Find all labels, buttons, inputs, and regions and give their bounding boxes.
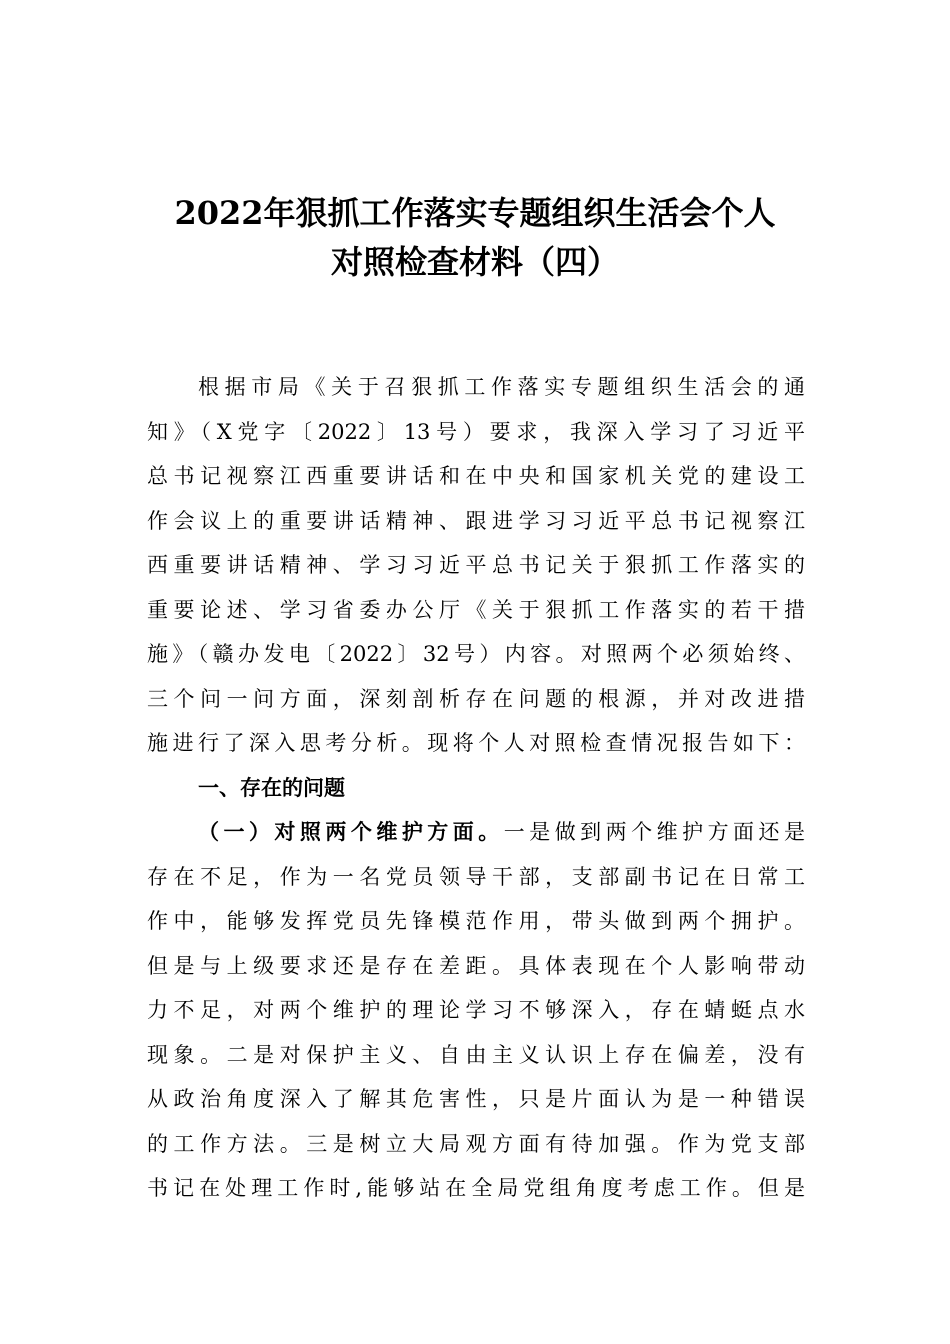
subsection-heading: （一）对照两个维护方面。 xyxy=(198,819,504,844)
text-line: 施进行了深入思考分析。现将个人对照检查情况报告如下： xyxy=(147,731,805,755)
text-line: 书记在处理工作时,能够站在全局党组角度考虑工作。但是 xyxy=(147,1176,805,1200)
text-line: 重要论述、学习省委办公厅《关于狠抓工作落实的若干措 xyxy=(147,597,805,622)
text-line: 西重要讲话精神、学习习近平总书记关于狠抓工作落实的 xyxy=(147,553,805,577)
text-line xyxy=(147,810,805,855)
text-line: 现象。二是对保护主义、自由主义认识上存在偏差，没有 xyxy=(147,1042,805,1067)
text-line: 的工作方法。三是树立大局观方面有待加强。作为党支部 xyxy=(147,1131,805,1156)
text-line: 作中，能够发挥党员先锋模范作用，带头做到两个拥护。 xyxy=(147,909,805,933)
text-line: 施》（赣办发电〔2022〕32号）内容。对照两个必须始终、 xyxy=(147,642,805,666)
text-line: 力不足，对两个维护的理论学习不够深入，存在蜻蜓点水 xyxy=(147,998,805,1022)
text-line: 三个问一问方面，深刻剖析存在问题的根源，并对改进措 xyxy=(147,686,805,711)
text-line: 作会议上的重要讲话精神、跟进学习习近平总书记视察江 xyxy=(147,508,805,533)
intro-paragraph xyxy=(147,365,805,766)
document-body xyxy=(147,365,805,1211)
text-line: 知》（X党字〔2022〕13号）要求，我深入学习了习近平 xyxy=(147,419,805,444)
document-title-line-2: 对照检查材料（四） xyxy=(330,243,619,281)
text-line: 根据市局《关于召狠抓工作落实专题组织生活会的通 xyxy=(198,375,805,399)
text-span: 一是做到两个维护方面还是 xyxy=(503,820,806,844)
text-line: 但是与上级要求还是存在差距。具体表现在个人影响带动 xyxy=(147,953,805,978)
text-line: 总书记视察江西重要讲话和在中央和国家机关党的建设工 xyxy=(147,464,805,488)
section-heading: 一、存在的问题 xyxy=(198,775,345,800)
text-line: 从政治角度深入了解其危害性，只是片面认为是一种错误 xyxy=(147,1087,805,1111)
document-title-line-1: 2022年狠抓工作落实专题组织生活会个人 xyxy=(174,194,776,232)
subsection-paragraph xyxy=(147,810,805,1211)
text-line: 存在不足，作为一名党员领导干部，支部副书记在日常工 xyxy=(147,864,805,889)
